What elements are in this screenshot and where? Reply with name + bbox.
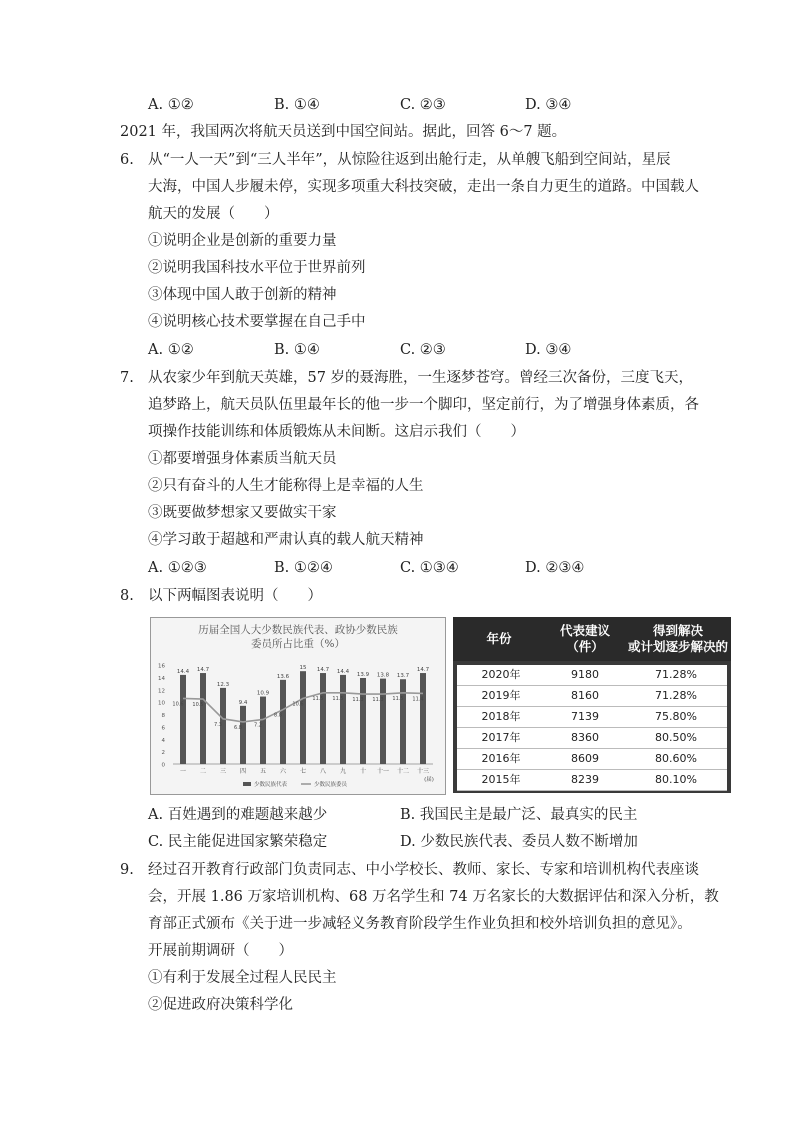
- bar-data-label: 10.9: [256, 690, 270, 697]
- y-tick-label: 16: [158, 663, 165, 670]
- q7-item: ①都要增强身体素质当航天员: [148, 451, 337, 467]
- x-tick-label: 十: [359, 768, 367, 775]
- bar-data-label: 15: [299, 665, 307, 672]
- q9-stem-line: 育部正式颁布《关于进一步减轻义务教育阶段学生作业负担和校外培训负担的意见》。: [148, 916, 692, 932]
- chart-svg: [151, 618, 445, 794]
- table-row: [457, 665, 727, 686]
- bar-data-label: 14.4: [176, 668, 190, 675]
- table-cell: 80.10%: [655, 773, 697, 786]
- x-tick-label: 四: [239, 768, 247, 775]
- bar: [360, 678, 366, 764]
- q7-item: ③既要做梦想家又要做实干家: [148, 505, 337, 521]
- table-cell: 9180: [571, 668, 599, 681]
- table-header-proposals: 代表建议 （件）: [559, 623, 610, 654]
- table-cell: 2016年: [481, 752, 521, 765]
- table-cell: 8160: [571, 689, 599, 702]
- q6-stem-line: 大海，中国人步履未停，实现多项重大科技突破，走出一条自力更生的道路。中国载人: [148, 179, 699, 195]
- x-tick-label: 三: [219, 768, 227, 775]
- bar: [240, 706, 246, 764]
- bar: [340, 675, 346, 764]
- table-cell: 80.50%: [655, 731, 697, 744]
- line-data-label: 11.3: [372, 697, 384, 704]
- line-data-label: 10.5: [192, 702, 204, 709]
- legend-bar-label: 少数民族代表: [254, 782, 288, 788]
- q7-item: ④学习敢于超越和严肃认真的载人航天精神: [148, 532, 424, 548]
- bar: [300, 671, 306, 764]
- x-tick-label: 一: [179, 768, 187, 775]
- q9-stem-line: 经过召开教育行政部门负责同志、中小学校长、教师、家长、专家和培训机构代表座谈: [148, 862, 699, 878]
- legend-line-label: 少数民族委员: [314, 782, 348, 788]
- y-tick-label: 6: [161, 725, 165, 732]
- q5-option-d: D. ③④: [525, 97, 572, 113]
- q8-option-c: C. 民主能促进国家繁荣稳定: [148, 834, 328, 850]
- bar-data-label: 9.4: [238, 699, 248, 706]
- table-row: [457, 770, 727, 791]
- bar: [380, 679, 386, 764]
- q7-stem-line: 从农家少年到航天英雄，57 岁的聂海胜，一生逐梦苍穹。曾经三次备份，三度飞天，: [148, 370, 694, 386]
- q5-option-b: B. ①④: [274, 97, 320, 113]
- q8-option-d: D. 少数民族代表、委员人数不断增加: [400, 834, 638, 850]
- table-cell: 2018年: [481, 710, 521, 723]
- table-row: [457, 728, 727, 749]
- q8-option-b: B. 我国民主是最广泛、最真实的民主: [400, 807, 638, 823]
- x-tick-label: 七: [299, 768, 307, 775]
- table-cell: 2017年: [481, 731, 521, 744]
- table-cell: 71.28%: [655, 668, 697, 681]
- q8-number: 8.: [120, 588, 134, 604]
- bar: [280, 680, 286, 764]
- y-tick-label: 12: [158, 688, 165, 695]
- bar: [400, 679, 406, 764]
- table-row: [457, 749, 727, 770]
- q7-number: 7.: [120, 370, 134, 386]
- bar-data-label: 13.6: [276, 673, 290, 680]
- line-data-label: 8.8: [274, 712, 282, 719]
- legend-bar-swatch: [243, 782, 251, 786]
- q8-stem: 以下两幅图表说明（ ）: [148, 588, 322, 604]
- q6-stem-line: 从“一人一天”到“三人半年”，从惊险往返到出舱行走，从单艘飞船到空间站，星辰: [148, 152, 671, 168]
- y-tick-label: 8: [161, 713, 165, 719]
- table-cell: 75.80%: [655, 710, 697, 723]
- x-unit-label: (届): [424, 777, 434, 783]
- line-data-label: 11.5: [332, 695, 344, 702]
- proposals-table: [453, 617, 731, 793]
- q6-option-c: C. ②③: [400, 342, 446, 358]
- x-tick-label: 八: [319, 768, 327, 775]
- bar: [420, 673, 426, 764]
- y-tick-label: 4: [161, 737, 165, 744]
- x-tick-label: 十一: [376, 768, 390, 775]
- line-data-label: 11.3: [352, 697, 364, 704]
- table-cell: 80.60%: [655, 752, 697, 765]
- table-cell: 8609: [571, 752, 599, 765]
- q6-option-b: B. ①④: [274, 342, 320, 358]
- q6-option-a: A. ①②: [148, 342, 194, 358]
- q8-option-a: A. 百姓遇到的难题越来越少: [148, 807, 328, 823]
- q9-item: ①有利于发展全过程人民民主: [148, 970, 337, 986]
- table-cell: 7139: [571, 710, 599, 723]
- table-row: [457, 686, 727, 707]
- y-tick-label: 14: [158, 675, 165, 682]
- q6-number: 6.: [120, 152, 134, 168]
- x-tick-label: 九: [339, 768, 347, 775]
- x-tick-label: 六: [279, 768, 287, 775]
- line-data-label: 10.6: [292, 701, 304, 708]
- table-header-year: 年份: [486, 631, 512, 646]
- q9-number: 9.: [120, 862, 134, 878]
- bar: [200, 673, 206, 764]
- chart-title: 委员所占比重（%）: [251, 638, 345, 650]
- bar: [260, 697, 266, 764]
- q6-option-d: D. ③④: [525, 342, 572, 358]
- intro-text: 2021 年，我国两次将航天员送到中国空间站。据此，回答 6～7 题。: [120, 124, 567, 140]
- line-data-label: 11.5: [392, 695, 404, 702]
- q7-stem-line: 追梦路上，航天员队伍里最年长的他一步一个脚印，坚定前行，为了增强身体素质，各: [148, 397, 699, 413]
- y-tick-label: 10: [158, 700, 165, 707]
- bar-data-label: 13.8: [376, 672, 390, 679]
- bar-data-label: 13.7: [396, 673, 410, 680]
- q6-item: ④说明核心技术要掌握在自己手中: [148, 314, 366, 330]
- table-header: [453, 617, 731, 661]
- bar-data-label: 14.7: [416, 667, 430, 674]
- x-tick-label: 十三: [416, 768, 430, 775]
- bar: [320, 673, 326, 764]
- bar-data-label: 14.4: [336, 668, 350, 675]
- y-tick-label: 2: [161, 750, 165, 757]
- table-cell: 2019年: [481, 689, 521, 702]
- line-data-label: 7.3: [214, 721, 222, 728]
- x-tick-label: 十二: [396, 768, 410, 775]
- line-data-label: 11.5: [312, 695, 324, 702]
- line-data-label: 10.6: [172, 701, 184, 708]
- q6-stem-line: 航天的发展（ ）: [148, 206, 279, 222]
- q7-option-b: B. ①②④: [274, 560, 333, 576]
- bar-data-label: 14.7: [316, 667, 330, 674]
- q7-option-c: C. ①③④: [400, 560, 459, 576]
- table-cell: 2020年: [481, 668, 521, 681]
- q9-stem-line: 开展前期调研（ ）: [148, 943, 293, 959]
- bar: [180, 675, 186, 764]
- q6-item: ③体现中国人敢于创新的精神: [148, 287, 337, 303]
- q5-option-a: A. ①②: [148, 97, 194, 113]
- q5-option-c: C. ②③: [400, 97, 446, 113]
- table-cell: 8360: [571, 731, 599, 744]
- table-header-solved: 得到解决 或计划逐步解决的: [627, 623, 728, 654]
- q7-stem-line: 项操作技能训练和体质锻炼从未间断。这启示我们（ ）: [148, 424, 525, 440]
- chart-title: 历届全国人大少数民族代表、政协少数民族: [198, 624, 398, 636]
- bar-data-label: 13.9: [356, 671, 370, 678]
- x-tick-label: 二: [199, 768, 207, 775]
- bar-data-label: 12.3: [216, 681, 230, 688]
- q9-item: ②促进政府决策科学化: [148, 997, 293, 1013]
- bar-data-label: 14.7: [196, 667, 210, 674]
- q9-stem-line: 会，开展 1.86 万家培训机构、68 万名学生和 74 万名家长的大数据评估和深入分析，教: [148, 889, 719, 905]
- minority-ratio-chart: [150, 617, 446, 795]
- q7-option-a: A. ①②③: [148, 560, 207, 576]
- table-cell: 71.28%: [655, 689, 697, 702]
- table-row: [457, 707, 727, 728]
- table-cell: 2015年: [481, 773, 521, 786]
- q7-option-d: D. ②③④: [525, 560, 585, 576]
- q7-item: ②只有奋斗的人生才能称得上是幸福的人生: [148, 478, 424, 494]
- line-data-label: 11.4: [412, 696, 424, 703]
- line-data-label: 7.2: [254, 722, 262, 729]
- x-tick-label: 五: [259, 768, 267, 775]
- q6-item: ②说明我国科技水平位于世界前列: [148, 260, 366, 276]
- line-data-label: 6.8: [234, 724, 242, 731]
- table-cell: 8239: [571, 773, 599, 786]
- y-tick-label: 0: [161, 762, 165, 769]
- q6-item: ①说明企业是创新的重要力量: [148, 233, 337, 249]
